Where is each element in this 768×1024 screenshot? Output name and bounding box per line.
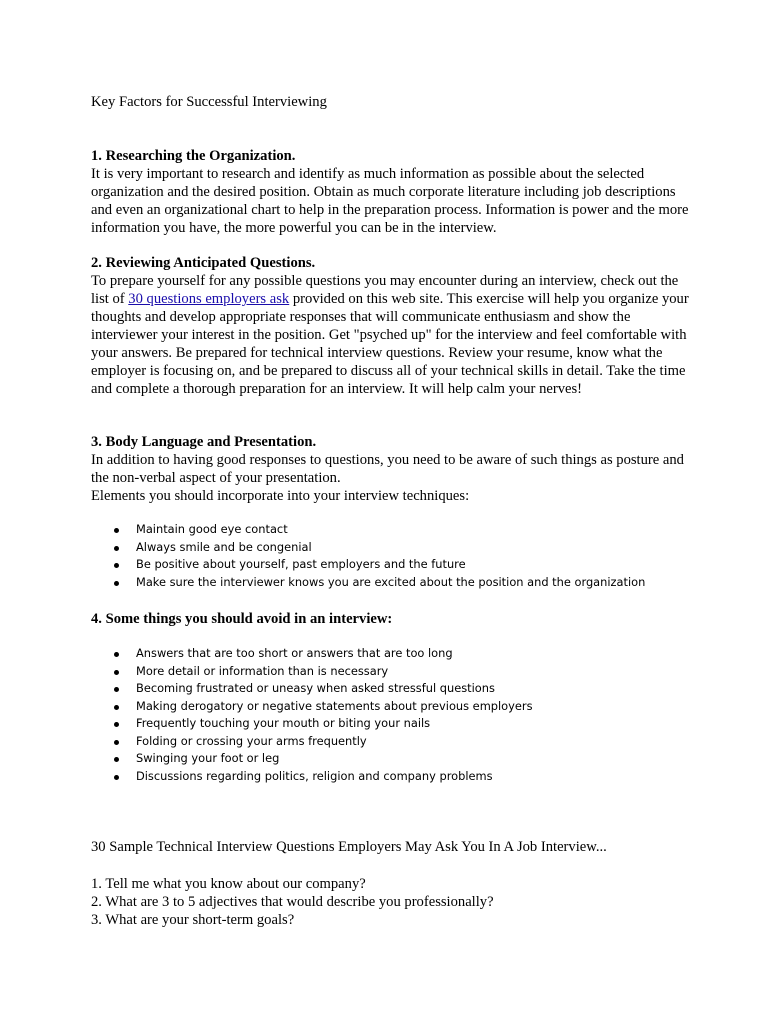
list-item-text: Frequently touching your mouth or biting your nails [136, 716, 431, 730]
body-text-before-link: To prepare yourself for any possible questions you may encounter during an interview, check out the list of [91, 273, 679, 307]
incorporate-list [112, 521, 645, 591]
list-item-text: Swinging your foot or leg [136, 751, 280, 765]
list-item [112, 768, 533, 786]
list-item [112, 715, 533, 733]
list-item-text: Maintain good eye contact [136, 522, 288, 536]
question-item: 1. Tell me what you know about our company? [91, 876, 366, 892]
list-item [112, 680, 533, 698]
question-item: 3. What are your short-term goals? [91, 912, 295, 928]
bullet-icon [114, 670, 119, 675]
list-item [112, 556, 645, 574]
bullet-icon [114, 757, 119, 762]
section-heading: 4. Some things you should avoid in an interview: [91, 611, 393, 627]
section-heading: 2. Reviewing Anticipated Questions. [91, 255, 316, 271]
list-item [112, 574, 645, 592]
questions-title: 30 Sample Technical Interview Questions Employers May Ask You In A Job Interview... [91, 839, 607, 855]
list-item-text: Be positive about yourself, past employers and the future [136, 557, 466, 571]
list-item-text: Becoming frustrated or uneasy when asked stressful questions [136, 681, 495, 695]
list-item [112, 539, 645, 557]
bullet-icon [114, 722, 119, 727]
bullet-icon [114, 563, 119, 568]
section-heading: 1. Researching the Organization. [91, 148, 296, 164]
list-item-text: Folding or crossing your arms frequently [136, 733, 367, 748]
avoid-list [112, 645, 533, 785]
section-body [91, 272, 691, 398]
section-body: In addition to having good responses to questions, you need to be aware of such things as posture and the non-verbal aspect of your presentation. [91, 452, 684, 486]
section-reviewing-questions [91, 254, 691, 398]
section-body-intro: Elements you should incorporate into your interview techniques: [91, 488, 470, 504]
question-item: 2. What are 3 to 5 adjectives that would describe you professionally? [91, 894, 494, 910]
bullet-icon [114, 528, 119, 533]
body-text-after-link: provided on this web site. This exercise will help you organize your thoughts and develop appropriate responses that will communicate enthusiasm and show the interviewer your interest in the position. Get "psyched up" for the interview and feel comfortable with your answers. Be prepared for technical interview questions. Review your resume, know what the employer is focusing on, and be prepared to discuss all of your technical skills in detail. Take the time and complete a thorough preparation for an interview. It will help calm your nerves! [91, 291, 689, 397]
bullet-icon [114, 687, 119, 692]
bullet-icon [114, 775, 119, 780]
list-item [112, 521, 645, 539]
list-item [112, 698, 533, 716]
bullet-icon [114, 546, 119, 551]
list-item [112, 733, 533, 751]
bullet-icon [114, 740, 119, 745]
list-item [112, 645, 533, 663]
bullet-icon [114, 652, 119, 657]
section-avoid [91, 610, 691, 628]
questions-link[interactable]: 30 questions employers ask [128, 291, 290, 307]
section-body: It is very important to research and identify as much information as possible about the selected organization and the desired position. Obtain as much corporate literature including job descriptions and even an organizational chart to help in the preparation process. Information is power and the more information you have, the more powerful you can be in the interview. [91, 166, 689, 236]
list-item-text: Making derogatory or negative statements about previous employers [136, 698, 533, 713]
list-item-text: Answers that are too short or answers that are too long [136, 646, 453, 660]
questions-list [91, 875, 494, 929]
bullet-icon [114, 705, 119, 710]
list-item [112, 750, 533, 768]
bullet-icon [114, 581, 119, 586]
list-item-text: More detail or information than is necessary [136, 663, 389, 678]
section-heading: 3. Body Language and Presentation. [91, 434, 317, 450]
list-item [112, 663, 533, 681]
document-title: Key Factors for Successful Interviewing [91, 94, 327, 110]
list-item-text: Always smile and be congenial [136, 539, 312, 554]
list-item-text: Make sure the interviewer knows you are excited about the position and the organization [136, 574, 646, 589]
section-body-language [91, 433, 691, 505]
list-item-text: Discussions regarding politics, religion and company problems [136, 768, 493, 783]
section-researching [91, 147, 691, 237]
